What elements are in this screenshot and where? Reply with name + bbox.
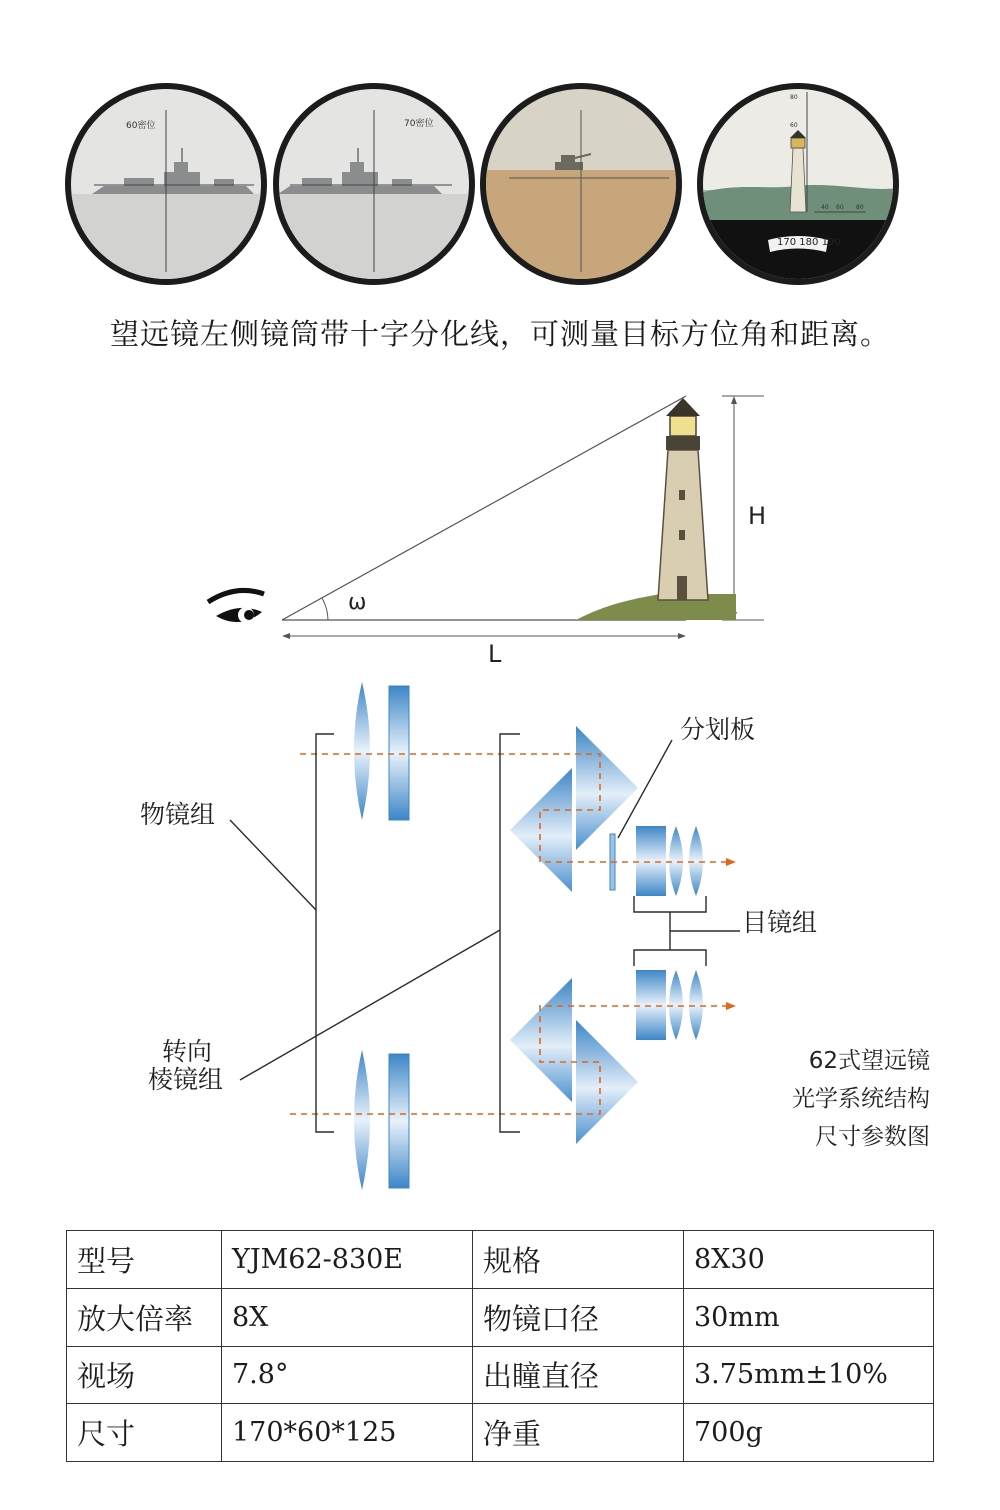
reticle-view-tank <box>479 82 683 286</box>
azimuth-number: 170 <box>777 237 797 248</box>
spec-value: 8X30 <box>684 1231 934 1289</box>
table-row <box>67 1404 934 1462</box>
table-row <box>67 1346 934 1404</box>
spec-value: 700g <box>684 1404 934 1462</box>
height-H-label: H <box>748 502 767 530</box>
lighthouse-illustration <box>576 398 736 620</box>
tick-label: 80 <box>856 204 864 211</box>
erecting-prism-lower <box>510 978 638 1144</box>
spec-value: 170*60*125 <box>222 1404 473 1462</box>
tick-label: 80 <box>790 94 798 101</box>
tick-label: 40 <box>821 204 829 211</box>
spec-value: 8X <box>222 1288 473 1346</box>
eyepiece-group-label: 目镜组 <box>742 908 818 937</box>
lighthouse-silhouette <box>790 130 806 212</box>
spec-key: 型号 <box>67 1231 222 1289</box>
prism-group-label-line1: 转向 <box>162 1037 213 1066</box>
reticle-mil-label: 70密位 <box>404 119 434 129</box>
note-line: 光学系统结构 <box>792 1086 930 1112</box>
optical-path <box>290 754 728 1114</box>
tick-label: 60 <box>836 204 844 211</box>
objective-lens-lower <box>354 1050 409 1190</box>
spec-key: 尺寸 <box>67 1404 222 1462</box>
reticle-caption: 望远镜左侧镜筒带十字分化线，可测量目标方位角和距离。 <box>109 317 890 351</box>
reticle-view-lighthouse <box>696 82 900 286</box>
spec-table <box>66 1230 934 1462</box>
note-line: 尺寸参数图 <box>815 1124 930 1150</box>
spec-key: 视场 <box>67 1346 222 1404</box>
azimuth-number: 180 <box>799 237 819 248</box>
spec-value: 3.75mm±10% <box>684 1346 934 1404</box>
distance-L-label: L <box>488 640 502 668</box>
spec-key: 净重 <box>473 1404 684 1462</box>
reticle-view-ship-70 <box>272 82 476 286</box>
table-row <box>67 1288 934 1346</box>
spec-value: 30mm <box>684 1288 934 1346</box>
spec-key: 规格 <box>473 1231 684 1289</box>
spec-value: 7.8° <box>222 1346 473 1404</box>
spec-value: YJM62-830E <box>222 1231 473 1289</box>
angle-omega-label: ω <box>348 590 367 615</box>
note-line: 62式望远镜 <box>808 1048 930 1074</box>
reticle-view-ship-60 <box>64 82 268 286</box>
eye-icon <box>208 590 264 623</box>
azimuth-scale <box>777 237 841 248</box>
spec-key: 物镜口径 <box>473 1288 684 1346</box>
table-row <box>67 1231 934 1289</box>
diagram-note <box>792 1042 930 1156</box>
erecting-prism-upper <box>510 726 638 892</box>
objective-group-label: 物镜组 <box>140 800 216 829</box>
reticle-plate-label: 分划板 <box>680 715 756 744</box>
reticle-mil-label: 60密位 <box>126 121 156 131</box>
objective-lens-upper <box>354 682 409 820</box>
spec-key: 放大倍率 <box>67 1288 222 1346</box>
tick-label: 60 <box>790 122 798 129</box>
eyepiece-upper <box>636 826 703 896</box>
azimuth-number: 190 <box>821 237 841 248</box>
spec-key: 出瞳直径 <box>473 1346 684 1404</box>
prism-group-label-line2: 棱镜组 <box>148 1065 224 1094</box>
eyepiece-lower <box>636 970 703 1040</box>
range-diagram <box>0 380 1000 670</box>
